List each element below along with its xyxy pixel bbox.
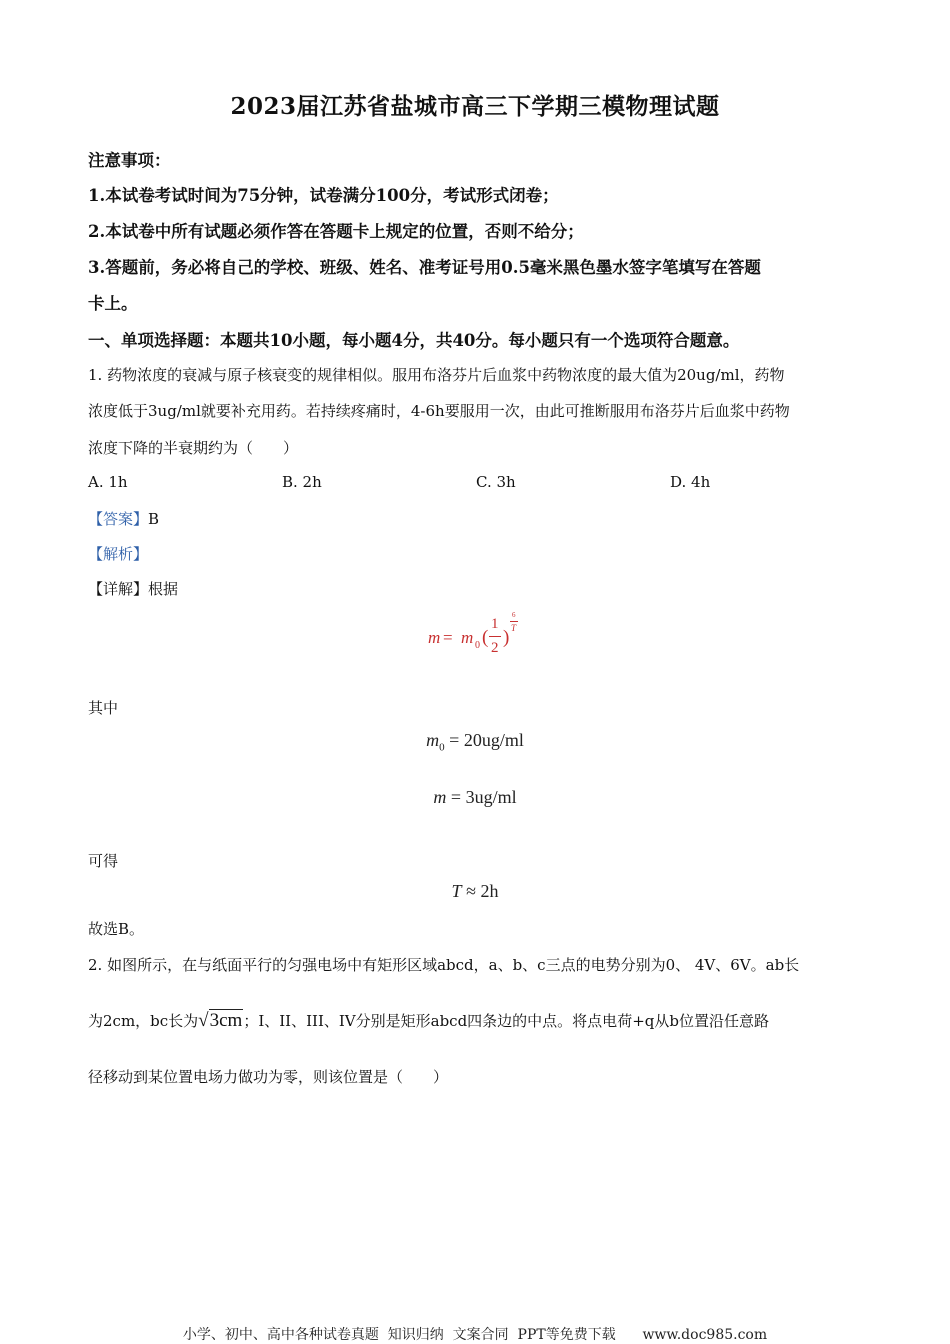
formula-exp-num: 6 <box>512 611 516 619</box>
eq1-sub: 0 <box>439 741 445 754</box>
q1-option-c: C. 3h <box>476 473 516 491</box>
equation-m0 <box>0 730 950 754</box>
formula-base-sub: 0 <box>475 640 480 651</box>
page-footer: 小学、初中、高中各种试卷真题 知识归纳 文案合同 PPT等免费下载 www.doc985.com <box>182 1327 768 1343</box>
eq2-value: = 3ug/ml <box>446 787 517 807</box>
q2-line2-post: ；I、II、III、IV分别是矩形abcd四条边的中点。将点电荷+q从b位置沿任意路 <box>243 1012 769 1030</box>
eq3-var: T <box>451 881 462 901</box>
result-label: 可得 <box>88 852 119 870</box>
notice-item-3: 3.答题前，务必将自己的学校、班级、姓名、准考证号用0.5毫米黑色墨水签字笔填写在答题 <box>88 258 761 277</box>
notice-item-2: 2.本试卷中所有试题必须作答在答题卡上规定的位置，否则不给分； <box>88 222 584 241</box>
answer-tag: 【答案】 <box>88 510 149 528</box>
q1-detail <box>88 578 178 599</box>
formula-frac-num: 1 <box>491 616 499 632</box>
q2-line2-pre: 为2cm，bc长为 <box>88 1012 199 1030</box>
formula-equals: = <box>443 628 453 647</box>
q1-stem-line-3: 浓度下降的半衰期约为（ ） <box>88 439 299 457</box>
decay-formula <box>428 610 548 670</box>
equation-m <box>0 787 950 808</box>
notice-item-3-cont: 卡上。 <box>88 294 138 313</box>
formula-frac-den: 2 <box>491 640 499 656</box>
formula-exp-bar <box>510 621 518 622</box>
sqrt-sign: √ <box>198 1010 209 1031</box>
answer-value: B <box>148 510 160 528</box>
eq1-var: m <box>426 730 440 750</box>
eq2-var: m <box>433 787 447 807</box>
detail-text: 根据 <box>148 580 179 598</box>
eq3-value: ≈ 2h <box>461 881 499 901</box>
sqrt-expression <box>198 1009 243 1031</box>
q1-conclusion: 故选B。 <box>88 920 145 938</box>
q1-option-d: D. 4h <box>670 473 711 491</box>
formula-frac-bar <box>489 636 501 637</box>
q1-stem-line-1: 1. 药物浓度的衰减与原子核衰变的规律相似。服用布洛芬片后血浆中药物浓度的最大值为20ug/ml，药物 <box>88 366 785 384</box>
sqrt-value: 3 <box>209 1010 220 1031</box>
formula-rparen: ) <box>503 627 510 648</box>
formula-lparen: ( <box>482 627 489 648</box>
q1-option-b: B. 2h <box>282 473 322 491</box>
q1-option-a: A. 1h <box>88 473 128 491</box>
notice-heading: 注意事项： <box>88 151 171 170</box>
section-heading: 一、单项选择题：本题共10小题，每小题4分，共40分。每小题只有一个选项符合题意。 <box>88 331 740 350</box>
analysis-tag: 【解析】 <box>88 545 149 563</box>
formula-exp-den: T <box>511 623 517 633</box>
formula-base: m <box>461 628 474 647</box>
q1-answer <box>88 508 159 529</box>
q2-stem-line-1: 2. 如图所示，在与纸面平行的匀强电场中有矩形区域abcd，a、b、c三点的电势分别为0、 4V、6V。ab长 <box>88 956 800 974</box>
q1-stem-line-2: 浓度低于3ug/ml就要补充用药。若持续疼痛时，4-6h要服用一次，由此可推断服用布洛芬片后血浆中药物 <box>88 402 790 420</box>
detail-tag: 【详解】 <box>88 580 149 598</box>
page-title: 2023届江苏省盐城市高三下学期三模物理试题 <box>230 93 720 120</box>
eq1-value: = 20ug/ml <box>444 730 524 750</box>
notice-item-1: 1.本试卷考试时间为75分钟，试卷满分100分，考试形式闭卷； <box>88 186 559 205</box>
where-label: 其中 <box>88 699 119 717</box>
q2-stem-line-3: 径移动到某位置电场力做功为零，则该位置是（ ） <box>88 1068 449 1086</box>
q2-stem-line-2 <box>88 1010 769 1032</box>
equation-T <box>0 881 950 902</box>
sqrt-unit: cm <box>219 1010 243 1031</box>
q1-analysis <box>88 543 148 564</box>
formula-lhs: m <box>428 628 441 647</box>
